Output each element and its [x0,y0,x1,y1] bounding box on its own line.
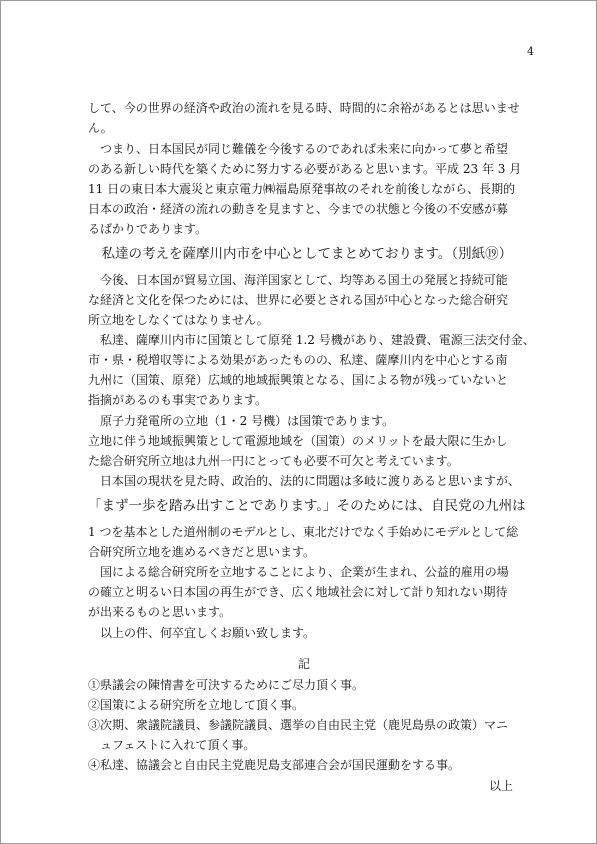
body-line: 立地に伴う地域振興策として電源地域を（国策）のメリットを最大限に生かし [88,434,508,448]
body-line: 国による総合研究所を立地することにより、企業が生まれ、公益的雇用の場 [88,565,509,579]
body-line: つまり、日本国民が同じ難儀を今後するのであれば未来に向かって夢と希望 [88,142,509,156]
body-line: 市・県・税増収等による効果があったものの、私達、薩摩川内を中心とする南 [88,353,508,367]
body-line: 今後、日本国が貿易立国、海洋国家として、均等ある国土の発展と持続可能 [88,273,508,287]
body-line: な経済と文化を保つためには、世界に必要とされる国が中心となった総合研究 [88,293,509,307]
body-line: 私達の考えを薩摩川内市を中心としてまとめております。（別紙⑲） [88,246,513,262]
page-number: 4 [527,45,534,58]
body-line: のある新しい時代を築くために努力する必要があると思います。平成 23 年 3 月 [88,162,522,176]
body-line: 九州に（国策、原発）広域的地域振興策となる、国による物が残っていないと [88,373,509,387]
request-item: ①県議会の陳情書を可決するためにご尽力頂く事。 [88,678,365,692]
body-line: 所立地をしなくてはなりません。 [88,313,269,327]
body-line: 指摘があるのも事実であります。 [88,393,268,407]
body-line: 日本の政治・経済の流れの動きを見ますと、今までの状態と今後の不安感が募 [88,202,509,216]
body-line: た総合研究所立地は九州一円にとっても必要不可欠と考えています。 [88,454,459,468]
body-line: して、今の世界の経済や政治の流れを見る時、時間的に余裕があるとは思いませ [88,101,520,115]
body-line: 1 つを基本とした道州制のモデルとし、東北だけでなく手始めにモデルとして総 [88,525,519,539]
body-line: の確立と明るい日本国の再生ができ、広く地域社会に対して計り知れない期待 [88,585,508,599]
body-line: が出来るものと思います。 [88,605,232,619]
body-line: るばかりであります。 [88,222,208,236]
body-line: 私達、薩摩川内市に国策として原発 1.2 号機があり、建設費、電源三法交付金、 [88,333,535,347]
body-line: ん。 [88,121,113,135]
body-line: 原子力発電所の立地（1・2 号機）は国策であります。 [88,414,395,428]
body-line: 以上の件、何卒宜しくお願い致します。 [88,626,316,640]
request-item: ③次期、衆議院議員、参議院議員、選挙の自由民主党（鹿児島県の政策）マニ [88,718,509,732]
request-item: ④私達、協議会と自由民主党鹿児島支部連合会が国民運動をする事。 [88,758,461,772]
body-line: 日本国の現状を見た時、政治的、法的に問題は多岐に渡りあると思いますが、 [88,474,521,488]
body-line: 合研究所立地を進めるべきだと思います。 [88,545,316,559]
request-item: ②国策による研究所を立地して頂く事。 [88,698,305,712]
request-item: ュフェストに入れて頂く事。 [88,738,256,752]
closing-ijou: 以上 [489,779,514,793]
body-line-emphasis: 「まず一歩を踏み出すことであります。」そのためには、自民党の九州は [88,498,526,514]
body-line: 11 日の東日本大震災と東京電力㈱福島原発事故のそれを前後しながら、長期的 [88,182,516,196]
ki-heading: 記 [298,657,311,671]
